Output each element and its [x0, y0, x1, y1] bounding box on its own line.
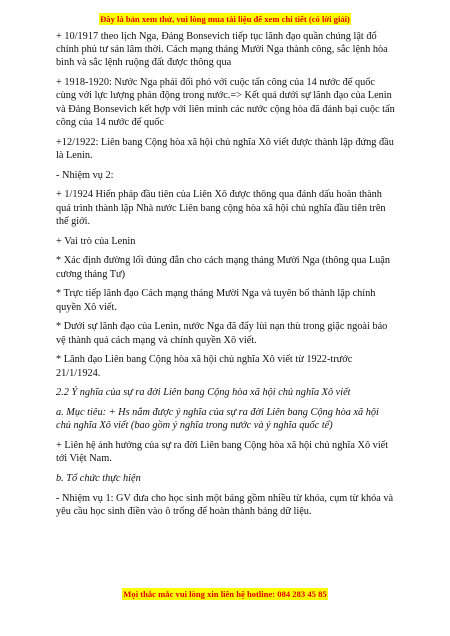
paragraph-lenin-point-3: * Dưới sự lãnh đạo của Lenin, nước Nga đã đẩy lùi nạn thù trong giặc ngoài bảo vệ thành quả cách mạng và chính quyền Xô viết. [56, 321, 388, 346]
paragraph-lenin-point-1: * Xác định đường lối đúng đắn cho cách mạng tháng Mười Nga (thông qua Luận cương tháng Tư) [56, 255, 391, 280]
paragraph-1918-1920: + 1918-1920: Nước Nga phải đối phó với cuộc tấn công của 14 nước đế quốc cùng với lực lượng phản động trong nước.=> Kết quả dưới sự lãnh đạo của Lenin và Đảng Bonsevich kết hợp với liên minh các nước cộng hòa đã đánh bại cuộc tấn công của 14 nước đế quốc [56, 77, 395, 128]
section-heading-2-2: 2.2 Ý nghĩa của sự ra đời Liên bang Cộng hòa xã hội chủ nghĩa Xô viết [56, 387, 351, 399]
paragraph-dec-1922: +12/1922: Liên bang Cộng hòa xã hội chủ nghĩa Xô viết được thành lập đứng đầu là Lenin. [56, 136, 394, 161]
paragraph-task-1: - Nhiệm vụ 1: GV đưa cho học sinh một bảng gồm nhiều từ khóa, cụm từ khóa và yêu cầu học sinh điền vào ô trống để hoàn thành bảng dữ liệu. [56, 493, 394, 518]
paragraph-organization: b. Tổ chức thực hiện [56, 473, 141, 485]
paragraph-objective: a. Mục tiêu: + Hs nắm được ý nghĩa của sự ra đời Liên bang Cộng hòa xã hội chủ nghĩa Xô viết (bao gồm ý nghĩa trong nước và ý nghĩa quốc tế) [56, 407, 379, 432]
paragraph-vietnam-link: + Liên hệ ảnh hưởng của sự ra đời Liên bang Cộng hòa xã hội chủ nghĩa Xô viết tới Việt Nam. [56, 440, 389, 465]
document-body [56, 30, 396, 525]
paragraph-lenin-point-4: * Lãnh đạo Liên bang Cộng hòa xã hội chủ nghĩa Xô viết từ 1922-trước 21/1/1924. [56, 354, 353, 379]
paragraph-lenin-point-2: * Trực tiếp lãnh đạo Cách mạng tháng Mười Nga và tuyên bố thành lập chính quyền Xô viết. [56, 288, 376, 313]
hotline-footer [0, 584, 450, 602]
paragraph-lenin-role: + Vai trò của Lenin [56, 235, 136, 247]
paragraph-task-2: - Nhiệm vụ 2: [56, 169, 114, 181]
paragraph-jan-1924: + 1/1924 Hiến pháp đầu tiên của Liên Xô được thông qua đánh dấu hoàn thành quá trình thành lập Nhà nước Liên bang cộng hòa xã hội chủ nghĩa đầu tiên trên thế giới. [56, 189, 386, 227]
preview-banner-text: Đây là bản xem thử, vui lòng mua tài liệu để xem chi tiết (có lời giải) [100, 14, 350, 24]
paragraph-oct-1917: + 10/1917 theo lịch Nga, Đảng Bonsevich tiếp tục lãnh đạo quần chúng lật đổ chính phủ tư sản lâm thời. Cách mạng tháng Mười Nga thành công, sắc lệnh hòa bình và sắc lệnh ruộng đất được thông qua [56, 31, 388, 69]
hotline-text: Mọi thắc mắc vui lòng xin liên hệ hotline: 084 283 45 85 [123, 589, 327, 599]
preview-banner [0, 9, 450, 27]
